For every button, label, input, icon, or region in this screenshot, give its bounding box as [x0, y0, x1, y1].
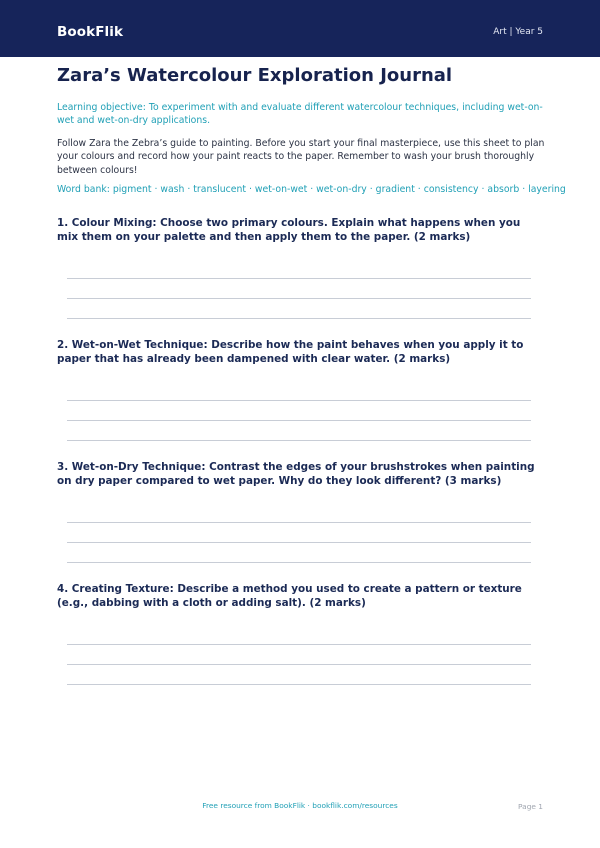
question-4: 4. Creating Texture: Describe a method you used to create a pattern or texture (e.g., dabbing with a cloth or adding salt). (2 marks) [57, 583, 522, 610]
answer-line[interactable] [67, 420, 531, 421]
answer-line[interactable] [67, 562, 531, 563]
brand-logo-text[interactable]: BookFlik [57, 24, 124, 40]
intro-text: Follow Zara the Zebra’s guide to painting. Before you start your final masterpiece, use this sheet to plan your colours and record how your paint reacts to the paper. Remember to wash your brush thoroughly between colours! [57, 138, 545, 176]
page-number: Page 1 [518, 802, 543, 811]
question-3: 3. Wet-on-Dry Technique: Contrast the edges of your brushstrokes when painting on dry paper compared to wet paper. Why do they look different? (3 marks) [57, 461, 535, 488]
answer-line[interactable] [67, 318, 531, 319]
header-bar [0, 0, 600, 57]
answer-line[interactable] [67, 440, 531, 441]
subject-year-label: Art | Year 5 [493, 27, 543, 37]
learning-objective: Learning objective: To experiment with and evaluate different watercolour techniques, including wet-on-wet and wet-on-dry applications. [57, 102, 543, 127]
answer-line[interactable] [67, 542, 531, 543]
answer-line[interactable] [67, 278, 531, 279]
answer-line[interactable] [67, 664, 531, 665]
answer-line[interactable] [67, 298, 531, 299]
answer-line[interactable] [67, 400, 531, 401]
footer-credit-link[interactable]: Free resource from BookFlik · bookflik.com/resources [202, 801, 398, 810]
answer-line[interactable] [67, 684, 531, 685]
answer-line[interactable] [67, 522, 531, 523]
answer-line[interactable] [67, 644, 531, 645]
question-2: 2. Wet-on-Wet Technique: Describe how the paint behaves when you apply it to paper that has already been dampened with clear water. (2 marks) [57, 339, 524, 366]
question-1: 1. Colour Mixing: Choose two primary colours. Explain what happens when you mix them on your palette and then apply them to the paper. (2 marks) [57, 217, 521, 244]
page-title: Zara’s Watercolour Exploration Journal [57, 65, 453, 86]
word-bank: Word bank: pigment · wash · translucent · wet-on-wet · wet-on-dry · gradient · consistency · absorb · layering [57, 184, 566, 195]
